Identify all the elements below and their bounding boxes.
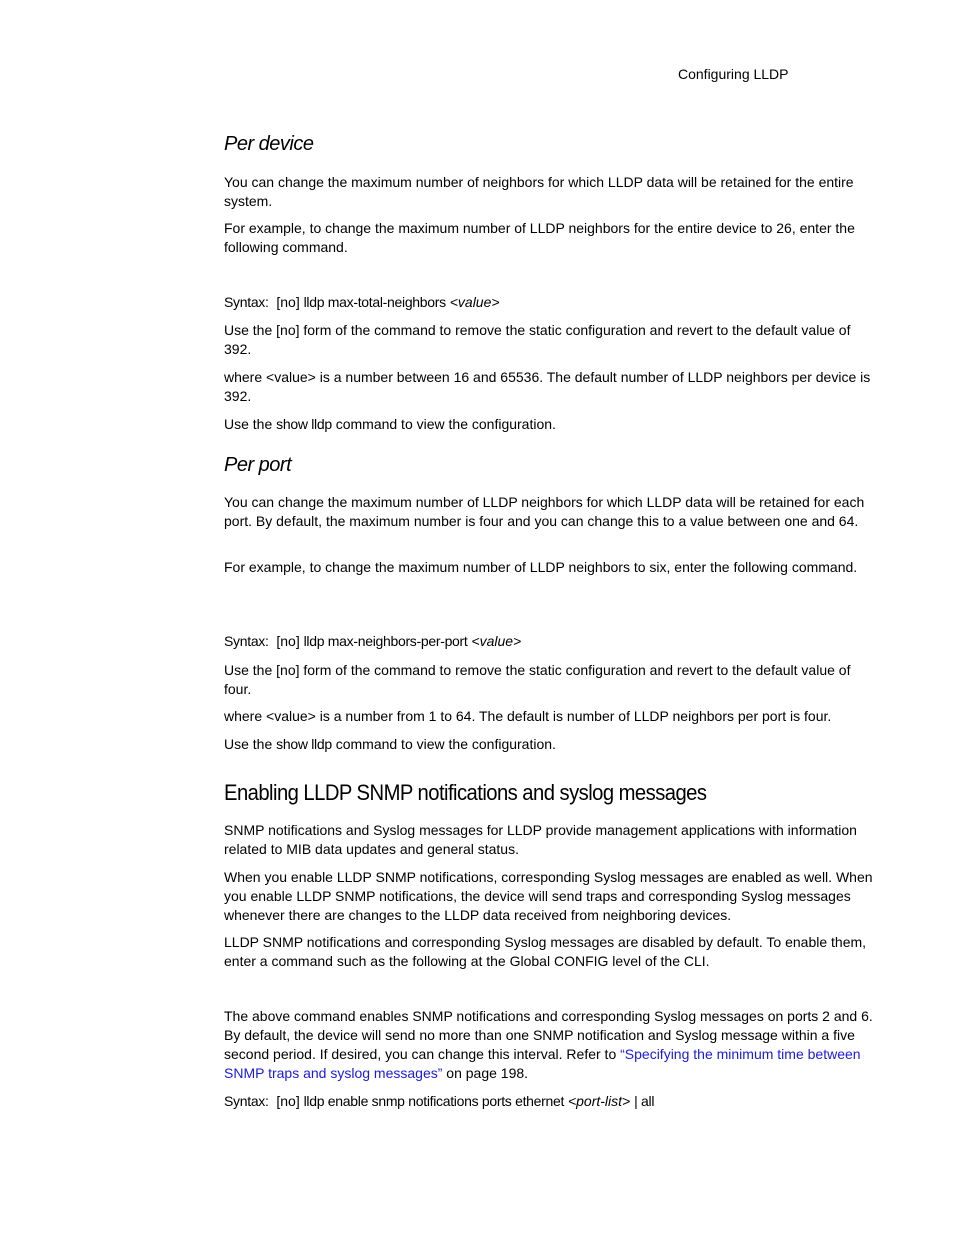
snmp-section-heading: Enabling LLDP SNMP notifications and syslog messages: [224, 780, 707, 805]
text-fragment: Use the: [224, 736, 273, 752]
per-port-intro: You can change the maximum number of LLDP neighbors for which LLDP data will be retained for each port. By default, the maximum number is four and you can change this to a value between one and 64.: [224, 494, 865, 529]
syntax-tail: | all: [634, 1093, 655, 1109]
syntax-command: lldp max-total-neighbors: [303, 294, 446, 310]
per-device-value-range: where <value> is a number between 16 and 65536. The default number of LLDP neighbors per device is 392.: [224, 369, 871, 404]
per-port-syntax: [224, 632, 874, 651]
per-port-heading: Per port: [224, 454, 292, 476]
text-fragment: command to view the configuration.: [335, 736, 556, 752]
text-fragment: on page 198.: [446, 1065, 529, 1081]
snmp-default-disabled: LLDP SNMP notifications and corresponding Syslog messages are disabled by default. To enable them, enter a command such as the following at the Global CONFIG level of the CLI.: [224, 934, 867, 969]
per-port-show: [224, 735, 874, 754]
syntax-label: Syntax:: [224, 1093, 269, 1109]
text-fragment: Use the: [224, 416, 273, 432]
running-header: Configuring LLDP: [678, 66, 789, 82]
syntax-argument: <value>: [449, 294, 500, 310]
snmp-syntax: [224, 1092, 874, 1111]
per-device-example: For example, to change the maximum number of LLDP neighbors for the entire device to 26, enter the following command.: [224, 220, 855, 255]
syntax-label: Syntax:: [224, 633, 269, 649]
per-device-intro: You can change the maximum number of neighbors for which LLDP data will be retained for the entire system.: [224, 174, 854, 209]
per-device-no-form: Use the [no] form of the command to remove the static configuration and revert to the default value of 392.: [224, 322, 851, 357]
per-port-value-range: where <value> is a number from 1 to 64. The default is number of LLDP neighbors per port is four.: [224, 708, 832, 724]
syntax-argument: <value>: [471, 633, 522, 649]
snmp-command-explanation: [224, 1007, 874, 1083]
text-fragment: command to view the configuration.: [335, 416, 556, 432]
syntax-no-option: [no]: [276, 1093, 300, 1109]
per-port-no-form: Use the [no] form of the command to remove the static configuration and revert to the default value of four.: [224, 662, 851, 697]
cross-reference-link[interactable]: “Specifying the minimum time between SNMP traps and syslog messages”: [224, 1046, 861, 1081]
syntax-no-option: [no]: [276, 294, 300, 310]
snmp-enable-description: When you enable LLDP SNMP notifications, corresponding Syslog messages are enabled as well. When you enable LLDP SNMP notifications, the device will send traps and corresponding Syslog messages whenever there are changes to the LLDP data received from neighboring devices.: [224, 869, 873, 923]
per-device-show: [224, 415, 874, 434]
text-fragment: The above command enables SNMP notifications and corresponding Syslog messages on ports 2 and 6. By default, the device will send no more than one SNMP notification and Syslog message within a five second period. If desired, you can change this interval. Refer to: [224, 1008, 873, 1062]
syntax-no-option: [no]: [276, 633, 300, 649]
show-command: show lldp: [276, 736, 332, 752]
per-device-syntax: [224, 293, 874, 312]
syntax-command: lldp max-neighbors-per-port: [303, 633, 468, 649]
syntax-command: lldp enable snmp notifications ports ethernet: [303, 1093, 565, 1109]
per-device-heading: Per device: [224, 133, 314, 155]
show-command: show lldp: [276, 416, 332, 432]
syntax-label: Syntax:: [224, 294, 269, 310]
snmp-intro: SNMP notifications and Syslog messages for LLDP provide management applications with information related to MIB data updates and general status.: [224, 822, 857, 857]
syntax-argument: <port-list>: [567, 1093, 631, 1109]
per-port-example: For example, to change the maximum number of LLDP neighbors to six, enter the following command.: [224, 559, 858, 575]
